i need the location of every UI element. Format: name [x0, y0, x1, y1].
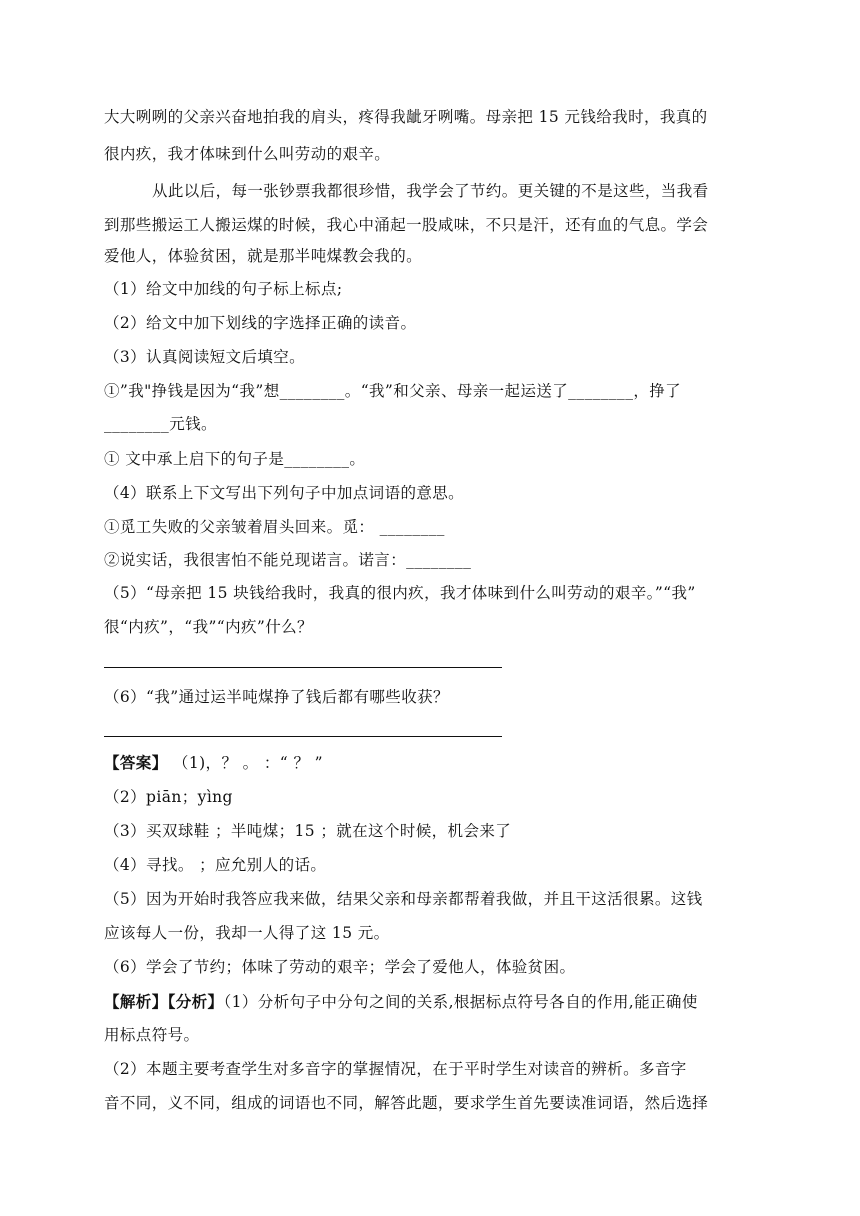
analysis-line: （2）本题主要考查学生对多音字的掌握情况，在于平时学生对读音的辨析。多音字: [104, 1060, 687, 1078]
answer-line: [104, 667, 502, 668]
question-1: （1）给文中加线的句子标上标点;: [104, 280, 343, 298]
passage-line: 大大咧咧的父亲兴奋地拍我的肩头，疼得我龇牙咧嘴。母亲把 15 元钱给我时，我真的: [104, 108, 708, 126]
answer-label: 【答案】: [104, 753, 168, 772]
question-2: （2）给文中加下划线的字选择正确的读音。: [104, 314, 417, 332]
question-4a: ①觅工失败的父亲皱着眉头回来。觅： ________: [104, 518, 445, 536]
analysis-label: 【解析】【分析】: [104, 992, 224, 1011]
answer-4: （4）寻找。 ；应允别人的话。: [104, 856, 327, 874]
answer-line: [104, 736, 502, 737]
answer-5-cont: 应该每人一份，我却一人得了这 15 元。: [104, 924, 390, 942]
analysis-line: 音不同，义不同，组成的词语也不同，解答此题，要求学生首先要读准词语，然后选择: [104, 1094, 709, 1112]
analysis-line: [104, 991, 764, 1013]
question-6: （6）“我”通过运半吨煤挣了钱后都有哪些收获？: [104, 688, 449, 706]
question-3a: ①”我"挣钱是因为“我”想________。“我”和父亲、母亲一起运送了________，挣了: [104, 382, 682, 400]
answer-2: （2）piān；yìng: [104, 788, 233, 806]
answer-1: [104, 752, 764, 774]
answer-5: （5）因为开始时我答应我来做，结果父亲和母亲都帮着我做，并且干这活很累。这钱: [104, 890, 703, 908]
answer-3: （3）买双球鞋 ；半吨煤；15 ；就在这个时候，机会来了: [104, 822, 512, 840]
question-3b: ① 文中承上启下的句子是________。: [104, 450, 366, 468]
passage-line: 从此以后，每一张钞票我都很珍惜，我学会了节约。更关键的不是这些，当我看: [152, 182, 709, 200]
passage-line: 爱他人，体验贫困，就是那半吨煤教会我的。: [104, 247, 423, 265]
analysis-text: （1）分析句子中分句之间的关系,根据标点符号各自的作用,能正确使: [223, 993, 698, 1011]
answer-6: （6）学会了节约；体味了劳动的艰辛；学会了爱他人，体验贫困。: [104, 958, 576, 976]
question-3: （3）认真阅读短文后填空。: [104, 348, 306, 366]
question-4: （4）联系上下文写出下列句子中加点词语的意思。: [104, 484, 465, 502]
question-3a-cont: ________元钱。: [104, 415, 217, 433]
passage-line: 到那些搬运工人搬运煤的时候，我心中涌起一股咸味，不只是汗，还有血的气息。学会: [104, 216, 709, 234]
answer-1-text: （1)，？ 。 ：“ ？ ”: [167, 754, 324, 772]
question-4b: ②说实话，我很害怕不能兑现诺言。诺言：________: [104, 551, 472, 569]
question-5-cont: 很“内疚”，“我”“内疚”什么？: [104, 618, 313, 636]
analysis-line: 用标点符号。: [104, 1026, 200, 1044]
passage-line: 很内疚，我才体味到什么叫劳动的艰辛。: [104, 145, 391, 163]
question-5: （5）“母亲把 15 块钱给我时，我真的很内疚，我才体味到什么叫劳动的艰辛。”“我”: [104, 584, 696, 602]
